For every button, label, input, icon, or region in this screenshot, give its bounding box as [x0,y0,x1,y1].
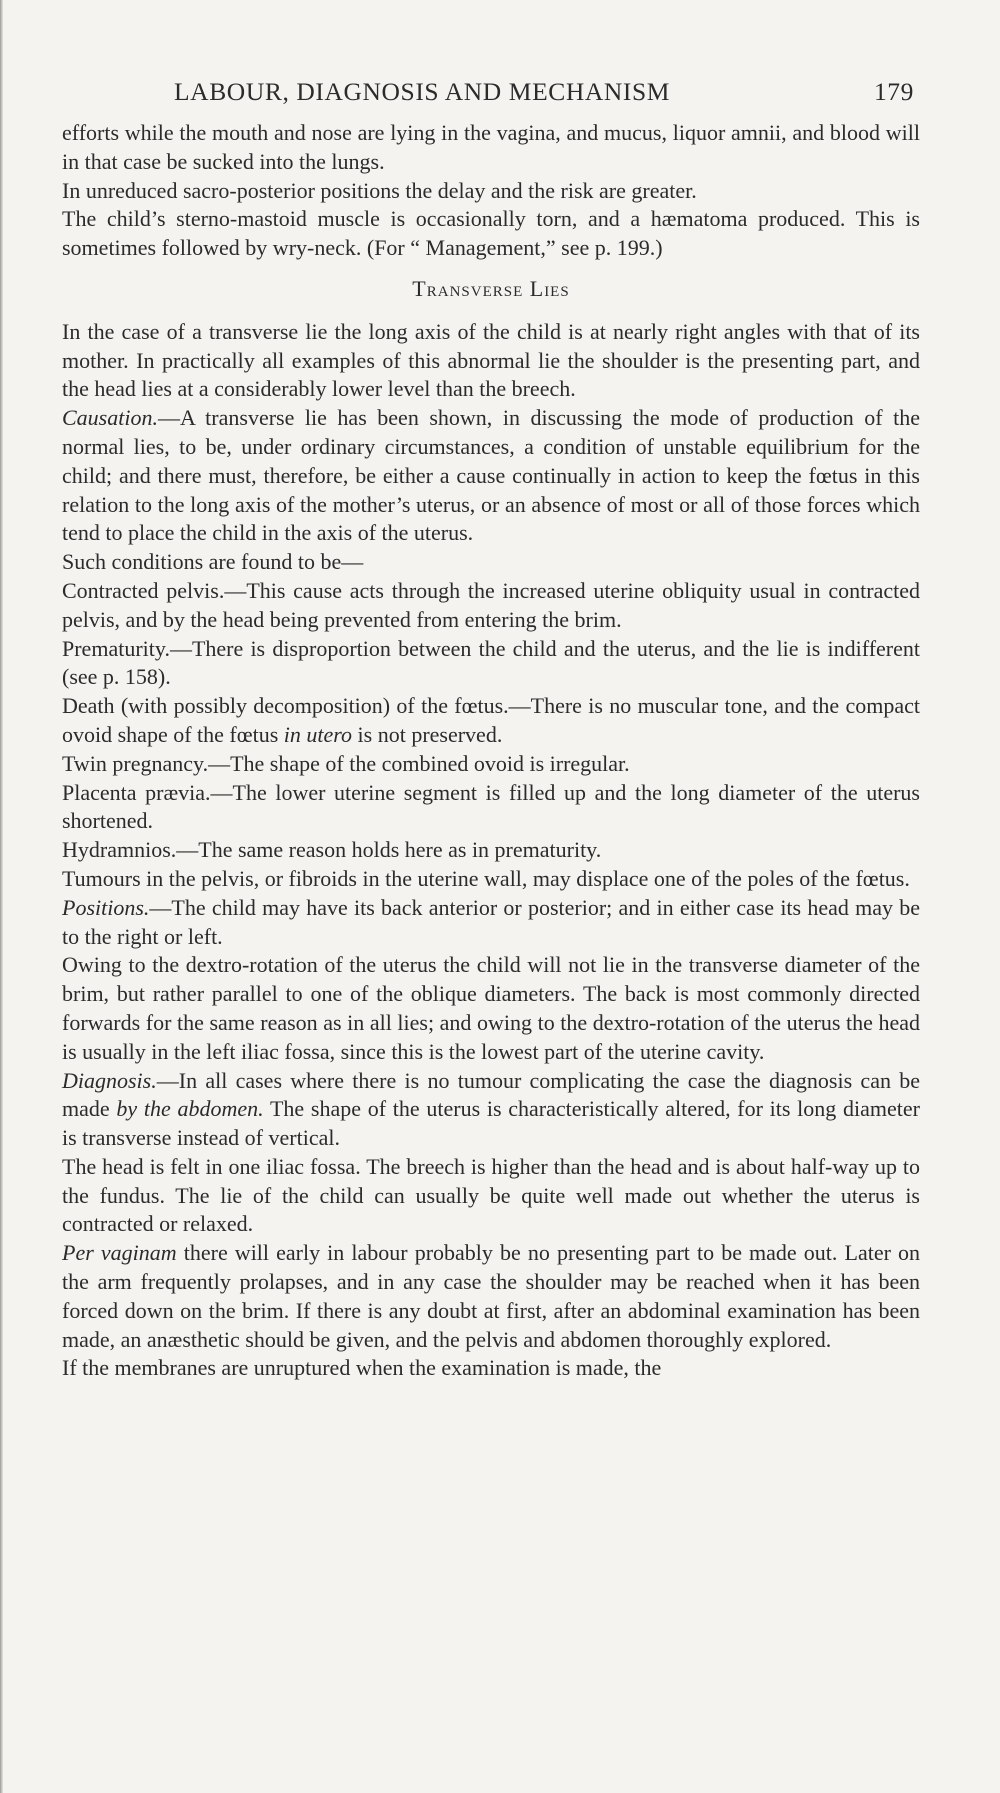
run-in-heading: Causation. [62,405,158,431]
paragraph: In unreduced sacro-posterior positions the delay and the risk are greater. [62,177,697,203]
paragraph: Twin pregnancy.—The shape of the combined ovoid is irregular. [62,750,630,776]
page-text-block [62,78,920,1383]
run-in-heading: Positions. [62,894,150,920]
paragraph: Prematurity.—There is disproportion between the child and the uterus, and the lie is indifferent (see p. 158). [62,635,920,690]
running-title: LABOUR, DIAGNOSIS AND MECHANISM [174,77,671,106]
italic-phrase: in utero [283,721,353,747]
running-header [62,78,920,116]
paragraph [62,692,920,750]
italic-phrase: by the abdomen. [116,1096,264,1122]
paragraph: Such conditions are found to be— [62,549,364,575]
paragraph [62,404,920,548]
paragraph: Hydramnios.—The same reason holds here as in prematurity. [62,837,602,863]
paragraph [62,894,920,952]
paragraph: Owing to the dextro-rotation of the uterus the child will not lie in the transverse diameter of the brim, but rather parallel to one of the oblique diameters. The back is most commonly directed forwards for the same reason as in all lies; and owing to the dextro-rotation of the uterus the head is usually in the left iliac fossa, since this is the lowest part of the uterine cavity. [62,952,920,1064]
section-heading: Transverse Lies [412,275,570,301]
paragraph: The head is felt in one iliac fossa. The breech is higher than the head and is about half-way up to the fundus. The lie of the child can usually be quite well made out whether the uterus is contracted or relaxed. [62,1153,920,1237]
paragraph-body: —In all cases where there is no tumour complicating the case the diagnosis can be made [62,1067,920,1122]
run-in-heading: Diagnosis. [62,1067,157,1093]
paragraph: The child’s sterno-mastoid muscle is occasionally torn, and a hæmatoma produced. This is sometimes followed by wry-neck. (For “ Management,” see p. 199.) [62,206,920,261]
paragraph-body: —The child may have its back anterior or posterior; and in either case its head may be to the right or left. [62,894,920,949]
run-in-heading: Per vaginam [62,1240,177,1266]
paragraph-body: there will early in labour probably be no presenting part to be made out. Later on the arm frequently prolapses, and in any case the shoulder may be reached when it has been forced down on the brim. If there is any doubt at first, after an abdominal examination has been made, an anæsthetic should be given, and the pelvis and abdomen thoroughly explored. [62,1240,921,1352]
paragraph-body: The shape of the uterus is characteristically altered, for its long diameter is transverse instead of vertical. [62,1096,920,1151]
paragraph: efforts while the mouth and nose are lying in the vagina, and mucus, liquor amnii, and blood will in that case be sucked into the lungs. [62,120,920,174]
paragraph: Contracted pelvis.—This cause acts through the increased uterine obliquity usual in contracted pelvis, and by the head being prevented from entering the brim. [62,577,920,632]
paragraph-body: —A transverse lie has been shown, in discussing the mode of production of the normal lies, to be, under ordinary circumstances, a condition of unstable equilibrium for the child; and there must, therefore, be either a cause continually in action to keep the fœtus in this relation to the long axis of the mother’s uterus, or an absence of most or all of those forces which tend to place the child in the axis of the uterus. [62,405,920,546]
paragraph [62,1067,920,1153]
paragraph [62,1239,920,1354]
paragraph-body: Death (with possibly decomposition) of the fœtus.—There is no muscular tone, and the compact ovoid shape of the fœtus [62,693,920,747]
paragraph: Placenta prævia.—The lower uterine segment is filled up and the long diameter of the uterus shortened. [62,779,920,834]
page-number: 179 [873,77,914,106]
paragraph: In the case of a transverse lie the long axis of the child is at nearly right angles with that of its mother. In practically all examples of this abnormal lie the shoulder is the presenting part, and the head lies at a considerably lower level than the breech. [62,318,920,402]
paragraph: If the membranes are unruptured when the examination is made, the [62,1355,662,1381]
paragraph: Tumours in the pelvis, or fibroids in the uterine wall, may displace one of the poles of the fœtus. [62,865,910,891]
paragraph-body: is not preserved. [352,721,503,747]
